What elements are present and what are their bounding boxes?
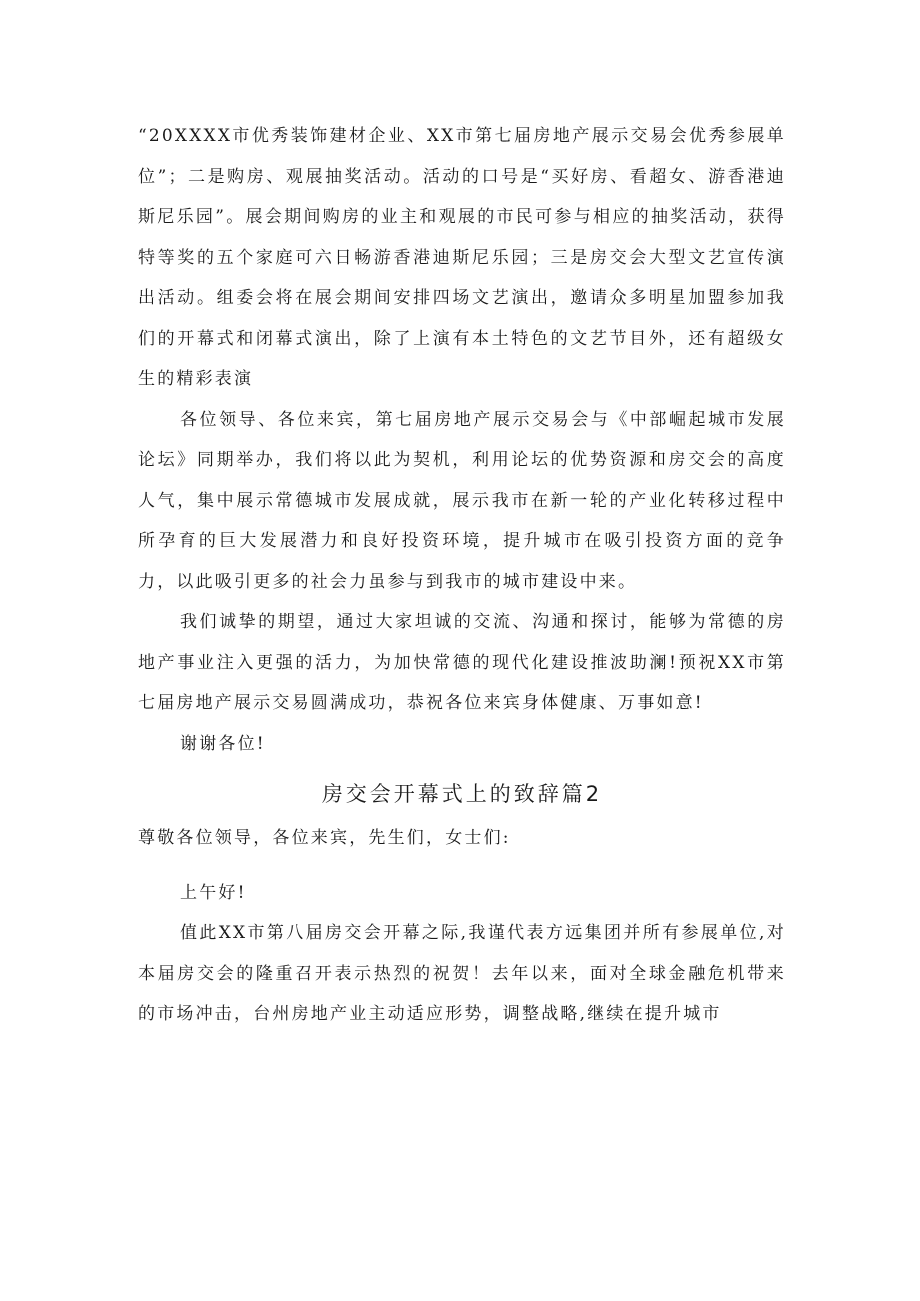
greeting: 上午好! — [180, 882, 247, 903]
section-heading: 房交会开幕式上的致辞篇2 — [321, 782, 603, 806]
paragraph-congratulations: 值此XX市第八届房交会开幕之际,我谨代表方远集团并所有参展单位,对本届房交会的隆重召开表示热烈的祝贺！去年以来，面对全球金融危机带来的市场冲击，台州房地产业主动适应形势，调整战略,继续在提升城市 — [138, 923, 786, 1024]
paragraph-thanks: 谢谢各位! — [180, 733, 266, 754]
paragraph-forum: 各位领导、各位来宾，第七届房地产展示交易会与《中部崛起城市发展论坛》同期举办，我们将以此为契机，利用论坛的优势资源和房交会的高度人气，集中展示常德城市发展成就，展示我市在新一轮的产业化转移过程中所孕育的巨大发展潜力和良好投资环境，提升城市在吸引投资方面的竞争力，以此吸引更多的社会力虽参与到我市的城市建设中来。 — [138, 409, 786, 592]
paragraph-activities: “20XXXX市优秀装饰建材企业、XX市第七届房地产展示交易会优秀参展单位”；二是购房、观展抽奖活动。活动的口号是“买好房、看超女、游香港迪斯尼乐园”。展会期间购房的业主和观展的市民可参与相应的抽奖活动，获得特等奖的五个家庭可六日畅游香港迪斯尼乐园；三是房交会大型文艺宣传演出活动。组委会将在展会期间安排四场文艺演出，邀请众多明星加盟参加我们的开幕式和闭幕式演出，除了上演有本土特色的文艺节目外，还有超级女生的精彩表演 — [138, 126, 786, 389]
document-body — [138, 116, 786, 1035]
salutation: 尊敬各位领导，各位来宾，先生们，女士们: — [138, 828, 511, 848]
paragraph-wishes: 我们诚挚的期望，通过大家坦诚的交流、沟通和探讨，能够为常德的房地产事业注入更强的活力，为加快常德的现代化建设推波助澜!预祝XX市第七届房地产展示交易圆满成功，恭祝各位来宾身体健康、万事如意! — [138, 612, 786, 713]
